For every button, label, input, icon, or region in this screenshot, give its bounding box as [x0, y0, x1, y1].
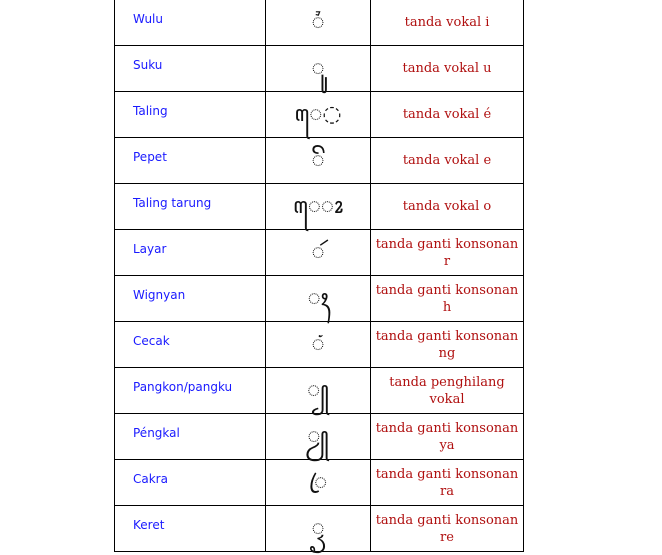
sandhangan-glyph-cell	[266, 322, 371, 368]
sandhangan-name: Wulu	[115, 0, 266, 46]
table-row	[115, 184, 524, 230]
table-row	[115, 230, 524, 276]
sandhangan-name: Keret	[115, 506, 266, 552]
table-row	[115, 46, 524, 92]
table-row	[115, 414, 524, 460]
javanese-glyph: ꦼ	[311, 147, 325, 173]
javanese-glyph: ꦸ	[311, 55, 325, 81]
sandhangan-name: Taling	[115, 92, 266, 138]
javanese-glyph: ◌ꦃ	[307, 285, 329, 311]
sandhangan-glyph-cell	[266, 276, 371, 322]
sandhangan-description: tanda vokal i	[371, 0, 524, 46]
sandhangan-description: tanda ganti konsonan ng	[371, 322, 524, 368]
javanese-glyph: ꦽ	[311, 515, 325, 541]
javanese-glyph: ꦁ	[311, 331, 325, 357]
sandhangan-glyph-cell	[266, 184, 371, 230]
sandhangan-description: tanda ganti konsonan ya	[371, 414, 524, 460]
sandhangan-description: tanda vokal e	[371, 138, 524, 184]
sandhangan-glyph-cell	[266, 414, 371, 460]
table-row	[115, 276, 524, 322]
sandhangan-description: tanda vokal é	[371, 92, 524, 138]
sandhangan-description: tanda ganti konsonan h	[371, 276, 524, 322]
table-row	[115, 0, 524, 46]
table-row	[115, 506, 524, 552]
javanese-glyph: ꦂ	[311, 239, 325, 265]
sandhangan-name: Pangkon/pangku	[115, 368, 266, 414]
javanese-glyph: ꦺ◌ꦴ	[292, 193, 344, 219]
sandhangan-description: tanda penghilang vokal	[371, 368, 524, 414]
aksara-sandhangan-table	[114, 0, 524, 552]
sandhangan-name: Layar	[115, 230, 266, 276]
sandhangan-name: Cecak	[115, 322, 266, 368]
javanese-glyph: ◌ᮤ	[311, 9, 325, 35]
sandhangan-glyph-cell	[266, 0, 371, 46]
sandhangan-name: Pepet	[115, 138, 266, 184]
javanese-glyph: ꦿ	[308, 469, 328, 495]
sandhangan-description: tanda ganti konsonan ra	[371, 460, 524, 506]
sandhangan-name: Suku	[115, 46, 266, 92]
sandhangan-name: Taling tarung	[115, 184, 266, 230]
sandhangan-name: Wignyan	[115, 276, 266, 322]
table-row	[115, 138, 524, 184]
sandhangan-glyph-cell	[266, 230, 371, 276]
javanese-glyph: ꦺ◌	[294, 101, 342, 127]
sandhangan-description: tanda vokal u	[371, 46, 524, 92]
table-row	[115, 460, 524, 506]
table-row	[115, 368, 524, 414]
table-row	[115, 322, 524, 368]
sandhangan-glyph-cell	[266, 92, 371, 138]
sandhangan-description: tanda ganti konsonan re	[371, 506, 524, 552]
sandhangan-glyph-cell	[266, 506, 371, 552]
sandhangan-glyph-cell	[266, 368, 371, 414]
javanese-glyph: ꦾ	[307, 423, 329, 449]
sandhangan-description: tanda vokal o	[371, 184, 524, 230]
sandhangan-name: Péngkal	[115, 414, 266, 460]
sandhangan-glyph-cell	[266, 138, 371, 184]
sandhangan-glyph-cell	[266, 46, 371, 92]
sandhangan-glyph-cell	[266, 460, 371, 506]
sandhangan-description: tanda ganti konsonan r	[371, 230, 524, 276]
sandhangan-name: Cakra	[115, 460, 266, 506]
table-row	[115, 92, 524, 138]
javanese-glyph: ꧀	[307, 377, 329, 403]
